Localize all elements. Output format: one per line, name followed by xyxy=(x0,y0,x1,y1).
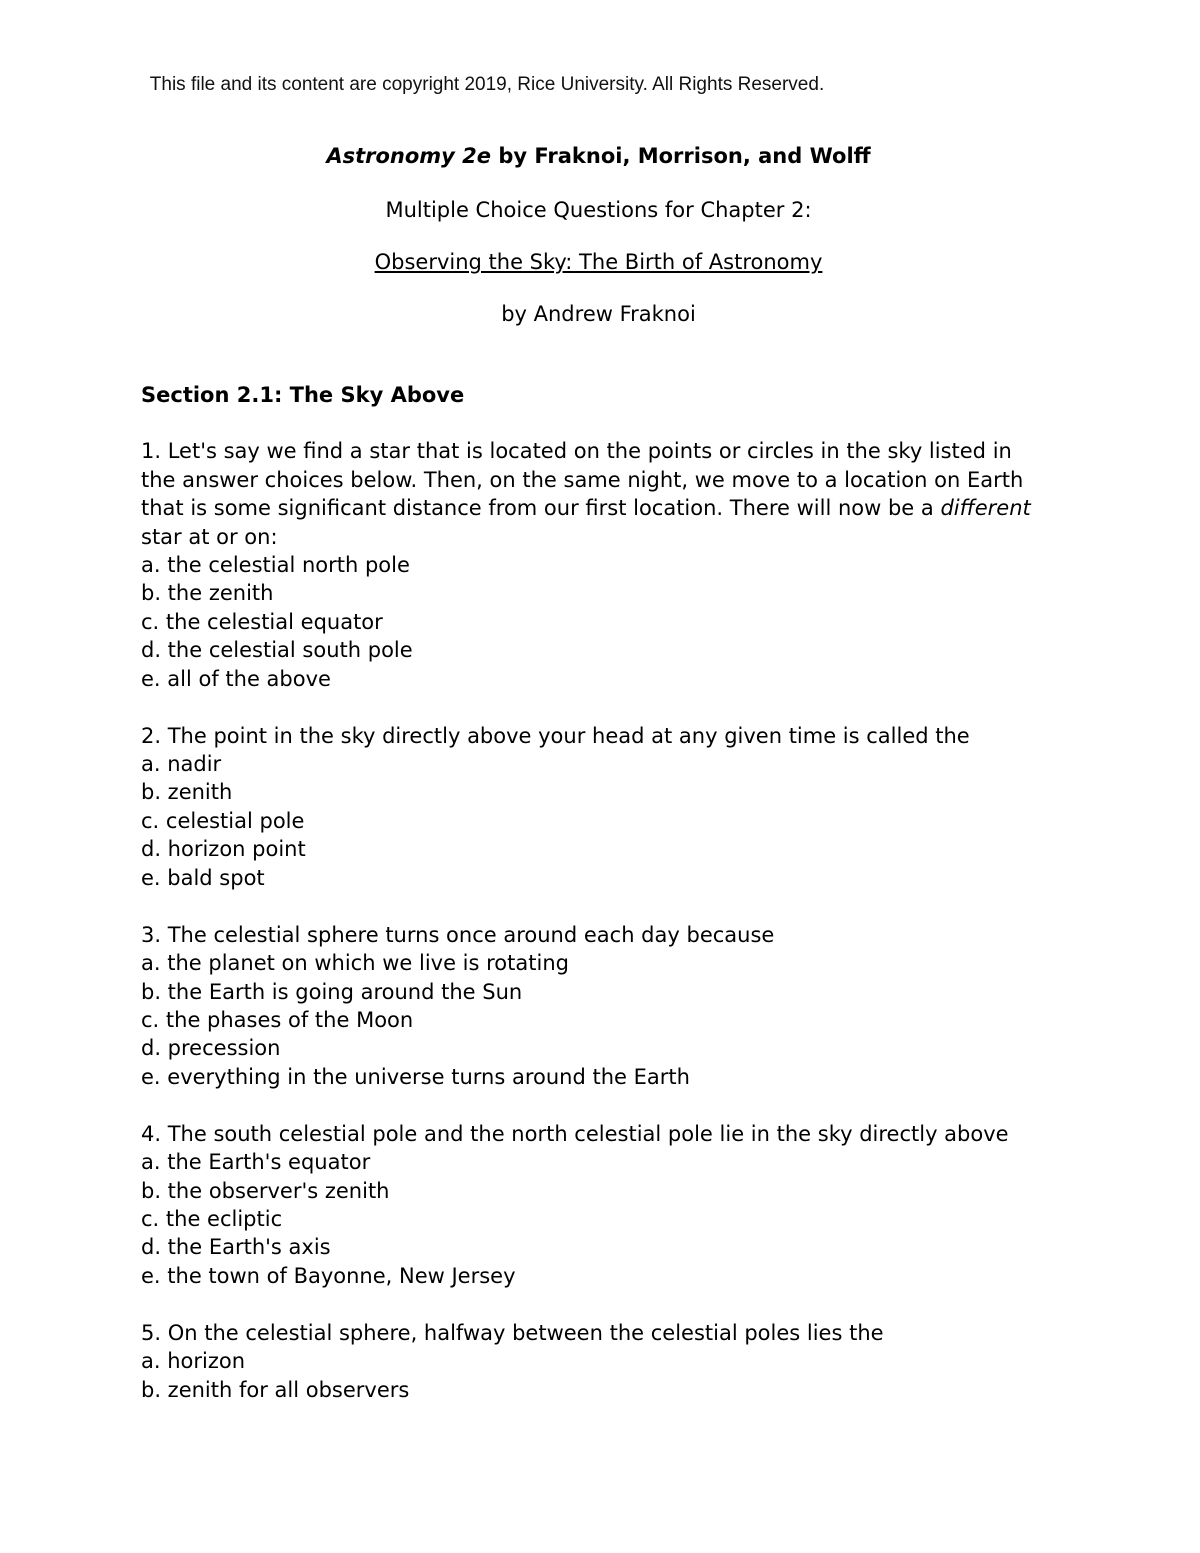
answer-option: a. the planet on which we live is rotating xyxy=(141,951,569,976)
answer-option: e. bald spot xyxy=(141,865,265,890)
book-title-italic: Astronomy 2e xyxy=(326,144,492,168)
question-item xyxy=(141,437,1041,693)
answer-option: b. zenith xyxy=(141,780,233,805)
question-stem xyxy=(141,437,1041,551)
answer-option: d. the Earth's axis xyxy=(141,1235,331,1260)
copyright-notice: This file and its content are copyright 2019, Rice University. All Rights Reserved. xyxy=(149,74,825,95)
answer-option: a. nadir xyxy=(141,752,222,777)
answer-option: e. all of the above xyxy=(141,666,331,691)
answer-option: e. everything in the universe turns around the Earth xyxy=(141,1064,690,1089)
answer-option: d. the celestial south pole xyxy=(141,638,413,663)
question-stem: 3. The celestial sphere turns once around each day because xyxy=(141,922,775,947)
question-item xyxy=(141,1319,1041,1404)
answer-option: b. the zenith xyxy=(141,581,274,606)
question-item xyxy=(141,921,1041,1091)
question-stem: 5. On the celestial sphere, halfway between the celestial poles lies the xyxy=(141,1320,884,1345)
question-list xyxy=(141,381,1041,1433)
book-title xyxy=(0,142,1197,170)
document-author: by Andrew Fraknoi xyxy=(501,302,696,326)
book-title-authors: by Fraknoi, Morrison, and Wolff xyxy=(491,144,871,168)
question-item xyxy=(141,1120,1041,1290)
answer-option: e. the town of Bayonne, New Jersey xyxy=(141,1263,516,1288)
question-stem-emphasis: different xyxy=(940,496,1031,521)
section-heading: Section 2.1: The Sky Above xyxy=(141,383,465,407)
answer-option: b. zenith for all observers xyxy=(141,1377,410,1402)
question-stem: 4. The south celestial pole and the north celestial pole lie in the sky directly above xyxy=(141,1121,1009,1146)
answer-option: a. the Earth's equator xyxy=(141,1150,371,1175)
question-stem-tail: star at or on: xyxy=(141,524,278,549)
answer-option: d. precession xyxy=(141,1036,281,1061)
question-stem-text: 1. Let's say we find a star that is located on the points or circles in the sky listed in the answer choices below. Then, on the same night, we move to a location on Earth that is some significant distance from our first location. There will now be a xyxy=(141,439,1024,521)
answer-option: b. the Earth is going around the Sun xyxy=(141,979,523,1004)
question-stem: 2. The point in the sky directly above your head at any given time is called the xyxy=(141,723,970,748)
question-item xyxy=(141,722,1041,892)
answer-option: d. horizon point xyxy=(141,837,306,862)
answer-option: a. horizon xyxy=(141,1349,246,1374)
chapter-title: Observing the Sky: The Birth of Astronomy xyxy=(374,250,823,274)
answer-option: c. celestial pole xyxy=(141,808,305,833)
answer-option: a. the celestial north pole xyxy=(141,553,410,578)
answer-option: c. the phases of the Moon xyxy=(141,1007,414,1032)
answer-option: b. the observer's zenith xyxy=(141,1178,390,1203)
answer-option: c. the celestial equator xyxy=(141,609,383,634)
document-subtitle: Multiple Choice Questions for Chapter 2: xyxy=(385,198,812,222)
answer-option: c. the ecliptic xyxy=(141,1206,283,1231)
